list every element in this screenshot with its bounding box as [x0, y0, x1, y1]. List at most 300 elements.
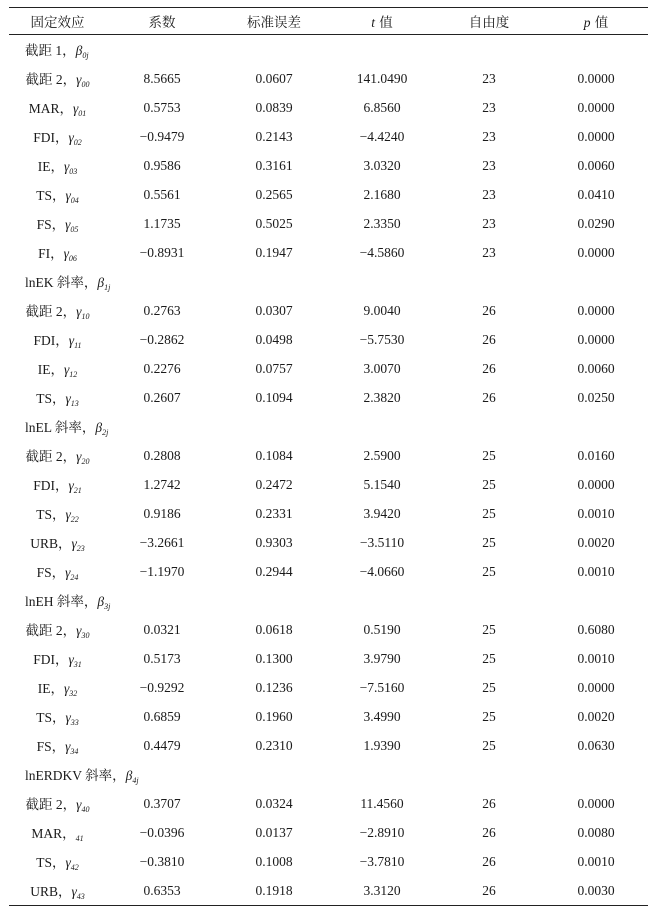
header-standard-error: 标准误差	[218, 8, 330, 35]
std-error-cell: 0.0757	[255, 360, 293, 376]
effect-symbol: γ	[68, 478, 74, 493]
t-value-cell: 141.0490	[356, 70, 408, 86]
df-cell: 23	[482, 157, 496, 173]
std-error-cell: 0.0839	[255, 99, 293, 115]
effect-symbol: γ	[65, 739, 71, 754]
table-row	[9, 528, 648, 557]
t-value-cell: 1.9390	[363, 737, 401, 753]
df-cell: 25	[482, 563, 496, 579]
std-error-cell: 0.2472	[255, 476, 293, 492]
coefficient-cell: −3.2661	[139, 534, 185, 550]
df-cell: 25	[482, 534, 496, 550]
table-row	[9, 644, 648, 673]
t-value-cell: 3.0070	[363, 360, 401, 376]
p-value-cell: 0.0060	[577, 360, 615, 376]
effect-label	[9, 499, 106, 528]
df-cell	[434, 760, 544, 789]
effect-symbol: γ	[71, 536, 77, 551]
p-value-cell	[544, 267, 648, 296]
effect-subscript: 04	[70, 196, 79, 205]
df-cell: 23	[482, 215, 496, 231]
t-value-cell: 2.5900	[363, 447, 401, 463]
effect-name: FDI，	[33, 333, 69, 348]
coefficient-cell: 0.3707	[143, 795, 181, 811]
group-label	[9, 412, 109, 441]
p-value-cell: 0.0250	[577, 389, 615, 405]
table-row	[9, 673, 648, 702]
coefficient-cell: −1.1970	[139, 563, 185, 579]
effect-subscript: 2j	[102, 428, 109, 437]
effect-subscript: 42	[70, 863, 79, 872]
df-cell: 26	[482, 795, 496, 811]
p-value-cell: 0.0630	[577, 737, 615, 753]
p-value-cell: 0.0010	[577, 853, 615, 869]
effect-subscript: 05	[70, 225, 79, 234]
coefficient-cell: 0.6353	[106, 876, 218, 906]
effect-label	[9, 122, 106, 151]
coefficient-cell: 8.5665	[143, 70, 181, 86]
table-row	[9, 325, 648, 354]
std-error-cell: 0.2310	[255, 737, 293, 753]
effect-name: MAR，	[28, 101, 73, 116]
p-value-cell: 0.6080	[577, 621, 615, 637]
effect-name: FS，	[36, 217, 66, 232]
t-value-cell: −4.0660	[359, 563, 405, 579]
effect-symbol: γ	[72, 101, 79, 116]
coefficient-cell: −0.2862	[139, 331, 185, 347]
effect-name: 截距 2，	[25, 797, 77, 812]
table-row	[9, 64, 648, 93]
p-value-cell	[544, 35, 648, 65]
t-value-cell: 0.5190	[363, 621, 401, 637]
df-cell: 25	[482, 737, 496, 753]
t-value-cell: −4.5860	[359, 244, 405, 260]
std-error-cell: 0.1094	[255, 389, 293, 405]
effect-symbol: γ	[76, 304, 82, 319]
std-error-cell: 0.2565	[255, 186, 293, 202]
effect-subscript: 22	[70, 515, 79, 524]
t-value-cell: 3.3120	[330, 876, 434, 906]
table-row	[9, 499, 648, 528]
effect-name: IE，	[37, 362, 64, 377]
effect-subscript: 01	[78, 109, 87, 118]
table-row	[9, 209, 648, 238]
effect-subscript: 34	[70, 747, 79, 756]
effect-label	[9, 151, 106, 180]
effect-name: FS，	[36, 565, 66, 580]
std-error-cell: 0.3161	[255, 157, 293, 173]
df-cell: 26	[482, 389, 496, 405]
p-value-cell: 0.0000	[577, 795, 615, 811]
std-error-cell: 0.0607	[255, 70, 293, 86]
effect-symbol: γ	[68, 333, 75, 348]
effect-subscript: 21	[73, 486, 82, 495]
t-value-cell: 3.0320	[363, 157, 401, 173]
p-value-cell: 0.0080	[577, 824, 615, 840]
effect-name: TS，	[36, 710, 66, 725]
effect-symbol: γ	[76, 797, 82, 812]
coefficient-cell	[106, 412, 218, 441]
effect-symbol: γ	[68, 130, 74, 145]
coefficient-cell: 0.0321	[143, 621, 181, 637]
effect-name: FDI，	[33, 652, 69, 667]
table-row	[9, 702, 648, 731]
coefficient-cell: 0.9186	[143, 505, 181, 521]
coefficient-cell: 0.2607	[143, 389, 181, 405]
std-error-cell: 0.1236	[255, 679, 293, 695]
effect-symbol: γ	[65, 217, 71, 232]
effect-subscript: 30	[81, 631, 90, 640]
effect-symbol: γ	[63, 681, 70, 696]
t-value-cell	[330, 586, 434, 615]
effect-symbol: β	[97, 275, 105, 290]
std-error-cell: 0.1960	[255, 708, 293, 724]
df-cell: 26	[482, 302, 496, 318]
df-cell: 25	[482, 447, 496, 463]
table-row	[9, 731, 648, 760]
t-value-cell: 5.1540	[363, 476, 401, 492]
table-body	[9, 35, 648, 906]
t-value-cell: 2.3350	[363, 215, 401, 231]
t-value-cell: 3.9420	[363, 505, 401, 521]
t-value-cell	[330, 412, 434, 441]
t-value-cell: 2.1680	[363, 186, 401, 202]
effect-name: IE，	[37, 681, 64, 696]
effect-symbol: γ	[65, 855, 71, 870]
table-row	[9, 615, 648, 644]
df-cell: 26	[482, 824, 496, 840]
effect-symbol: γ	[76, 72, 82, 87]
coefficient-cell: −0.0396	[139, 824, 185, 840]
table-row	[9, 470, 648, 499]
header-fixed-effect: 固定效应	[9, 8, 106, 35]
std-error-cell: 0.0137	[255, 824, 293, 840]
df-cell: 23	[482, 186, 496, 202]
effect-label	[9, 731, 106, 760]
header-coefficient: 系数	[106, 8, 218, 35]
effect-label	[9, 673, 106, 702]
table-row	[9, 93, 648, 122]
p-value-cell	[544, 586, 648, 615]
effect-name: FS，	[36, 739, 66, 754]
group-label	[9, 267, 111, 296]
df-cell: 25	[482, 679, 496, 695]
table-row	[9, 383, 648, 412]
effect-subscript: 4j	[132, 776, 139, 785]
effect-label	[9, 644, 106, 673]
p-value-cell	[544, 412, 648, 441]
effect-subscript: 1j	[104, 283, 111, 292]
df-cell: 26	[482, 853, 496, 869]
effect-subscript: 12	[69, 370, 78, 379]
df-cell: 25	[482, 621, 496, 637]
group-header-row	[9, 267, 648, 296]
std-error-cell: 0.0324	[255, 795, 293, 811]
effect-name: lnEK 斜率，	[25, 275, 98, 290]
header-t-value: t 值	[330, 8, 434, 35]
group-header-row	[9, 760, 648, 789]
effect-name: MAR，	[31, 826, 76, 841]
std-error-cell: 0.0618	[255, 621, 293, 637]
effect-subscript: 43	[76, 892, 85, 901]
effect-name: TS，	[36, 507, 66, 522]
effect-symbol: γ	[63, 246, 69, 261]
effect-name: 截距 2，	[25, 72, 77, 87]
std-error-cell: 0.2143	[255, 128, 293, 144]
coefficient-cell: 0.2276	[143, 360, 181, 376]
std-error-cell: 0.1918	[218, 876, 330, 906]
effect-name: FDI，	[33, 478, 69, 493]
effect-name: FI，	[38, 246, 64, 261]
coefficient-cell: 0.5561	[143, 186, 181, 202]
df-cell: 23	[482, 128, 496, 144]
effect-label	[9, 383, 106, 412]
effect-subscript: 11	[74, 341, 82, 350]
effect-subscript: 13	[70, 399, 79, 408]
coefficient-cell	[106, 267, 218, 296]
df-cell: 25	[482, 476, 496, 492]
std-error-cell: 0.5025	[255, 215, 293, 231]
t-value-cell: 3.4990	[363, 708, 401, 724]
effect-name: URB，	[30, 536, 72, 551]
effect-subscript: 02	[73, 138, 82, 147]
effect-label	[9, 296, 106, 325]
p-value-cell: 0.0000	[577, 99, 615, 115]
df-cell	[434, 412, 544, 441]
std-error-cell: 0.2331	[255, 505, 293, 521]
effect-symbol: γ	[65, 391, 71, 406]
effect-subscript: 10	[81, 312, 90, 321]
std-error-cell	[218, 760, 330, 789]
table-row	[9, 296, 648, 325]
effect-label	[9, 64, 106, 93]
std-error-cell	[218, 35, 330, 65]
coefficient-cell: −0.9292	[139, 679, 185, 695]
effect-name: 截距 2，	[25, 449, 77, 464]
std-error-cell	[218, 267, 330, 296]
effect-subscript: 33	[70, 718, 79, 727]
t-value-cell: 6.8560	[363, 99, 401, 115]
effect-label	[9, 528, 106, 557]
effect-label	[9, 354, 106, 383]
effect-symbol: γ	[63, 362, 70, 377]
effect-label	[9, 93, 106, 122]
effect-name: URB，	[30, 884, 72, 899]
coefficient-cell: 0.5173	[143, 650, 181, 666]
effect-symbol: β	[125, 768, 133, 783]
std-error-cell: 0.9303	[255, 534, 293, 550]
coefficient-cell: −0.8931	[139, 244, 185, 260]
df-cell: 26	[434, 876, 544, 906]
coefficient-cell	[106, 35, 218, 65]
t-value-cell: 11.4560	[360, 795, 404, 811]
std-error-cell: 0.2944	[255, 563, 293, 579]
p-value-cell: 0.0000	[577, 331, 615, 347]
effect-symbol: γ	[71, 884, 77, 899]
df-cell: 23	[482, 70, 496, 86]
df-cell	[434, 267, 544, 296]
p-value-cell: 0.0000	[577, 70, 615, 86]
df-cell: 25	[482, 505, 496, 521]
effect-symbol: β	[95, 420, 103, 435]
coefficient-cell: 0.5753	[143, 99, 181, 115]
coefficient-cell	[106, 586, 218, 615]
t-value-cell	[330, 35, 434, 65]
group-header-row	[9, 586, 648, 615]
t-value-cell: −3.5110	[359, 534, 405, 550]
p-value-cell: 0.0000	[577, 679, 615, 695]
effect-label	[9, 557, 106, 586]
p-value-cell: 0.0160	[577, 447, 615, 463]
p-value-cell: 0.0000	[577, 244, 615, 260]
table-row	[9, 876, 648, 906]
effect-subscript: 41	[75, 834, 84, 843]
effect-symbol: γ	[76, 449, 82, 464]
effect-name: TS，	[36, 855, 66, 870]
header-p-value: p 值	[544, 8, 648, 35]
effect-name: lnERDKV 斜率，	[25, 768, 126, 783]
t-value-cell: −3.7810	[359, 853, 405, 869]
effect-symbol: γ	[65, 188, 71, 203]
std-error-cell: 0.1084	[255, 447, 293, 463]
p-value-cell: 0.0000	[577, 302, 615, 318]
effect-symbol: γ	[76, 623, 82, 638]
df-cell: 26	[482, 331, 496, 347]
effect-subscript: 0j	[82, 51, 89, 60]
header-degrees-of-freedom: 自由度	[434, 8, 544, 35]
std-error-cell: 0.0498	[255, 331, 293, 347]
group-header-row	[9, 412, 648, 441]
effect-label	[9, 876, 106, 906]
effect-subscript: 40	[81, 805, 90, 814]
std-error-cell: 0.0307	[255, 302, 293, 318]
effect-symbol: γ	[65, 507, 71, 522]
group-label	[9, 586, 111, 615]
effect-label	[9, 818, 106, 847]
effect-label	[9, 209, 106, 238]
effect-subscript: 24	[70, 573, 79, 582]
std-error-cell	[218, 412, 330, 441]
effect-subscript: 20	[81, 457, 90, 466]
effect-name: TS，	[36, 391, 66, 406]
p-value-cell: 0.0020	[577, 708, 615, 724]
group-label	[9, 35, 106, 65]
effect-label	[9, 325, 106, 354]
table-row	[9, 151, 648, 180]
table-row	[9, 847, 648, 876]
coefficient-cell: 0.9586	[143, 157, 181, 173]
table-row	[9, 557, 648, 586]
coefficient-cell: −0.9479	[139, 128, 185, 144]
effect-subscript: 3j	[104, 602, 111, 611]
effect-subscript: 06	[68, 254, 77, 263]
effect-subscript: 00	[81, 80, 90, 89]
std-error-cell: 0.1300	[255, 650, 293, 666]
t-value-cell: −7.5160	[359, 679, 405, 695]
effect-subscript: 03	[69, 167, 78, 176]
p-value-cell: 0.0010	[577, 563, 615, 579]
effect-label	[9, 470, 106, 499]
effect-name: 截距 1，	[25, 43, 76, 58]
p-value-cell	[544, 760, 648, 789]
t-value-cell: 2.3820	[363, 389, 401, 405]
effect-name: TS，	[36, 188, 66, 203]
fixed-effects-table	[9, 7, 648, 906]
p-value-cell: 0.0290	[577, 215, 615, 231]
coefficient-cell: 1.2742	[143, 476, 181, 492]
p-value-cell: 0.0000	[577, 476, 615, 492]
effect-name: lnEH 斜率，	[25, 594, 98, 609]
group-header-row	[9, 35, 648, 65]
effect-name: 截距 2，	[25, 304, 77, 319]
effect-label	[9, 847, 106, 876]
effect-name: FDI，	[33, 130, 69, 145]
coefficient-cell: 0.2808	[143, 447, 181, 463]
table-row	[9, 441, 648, 470]
df-cell	[434, 35, 544, 65]
df-cell: 25	[482, 650, 496, 666]
effect-symbol: γ	[63, 159, 70, 174]
table-row	[9, 122, 648, 151]
table-row	[9, 238, 648, 267]
coefficient-cell: 0.6859	[143, 708, 181, 724]
effect-name: 截距 2，	[25, 623, 77, 638]
p-value-cell: 0.0000	[577, 128, 615, 144]
table-row	[9, 818, 648, 847]
t-value-cell: −4.4240	[359, 128, 405, 144]
df-cell: 23	[482, 244, 496, 260]
effect-symbol: γ	[65, 710, 71, 725]
effect-label	[9, 702, 106, 731]
coefficient-cell: 1.1735	[143, 215, 181, 231]
effect-symbol: β	[75, 43, 83, 58]
table-row	[9, 789, 648, 818]
t-value-cell	[330, 760, 434, 789]
table-row	[9, 354, 648, 383]
table-header-row	[9, 8, 648, 35]
t-value-cell	[330, 267, 434, 296]
t-value-cell: −2.8910	[359, 824, 405, 840]
coefficient-cell: 0.4479	[143, 737, 181, 753]
df-cell: 25	[482, 708, 496, 724]
effect-subscript: 31	[73, 660, 82, 669]
effect-symbol: γ	[68, 652, 74, 667]
effect-name: lnEL 斜率，	[25, 420, 96, 435]
effect-label	[9, 238, 106, 267]
p-value-cell: 0.0010	[577, 505, 615, 521]
t-value-cell: 9.0040	[363, 302, 401, 318]
std-error-cell: 0.1947	[255, 244, 293, 260]
coefficient-cell: −0.3810	[139, 853, 185, 869]
effect-label	[9, 789, 106, 818]
p-value-cell: 0.0410	[577, 186, 615, 202]
effect-subscript: 23	[76, 544, 85, 553]
t-value-cell: −5.7530	[359, 331, 405, 347]
table-row	[9, 180, 648, 209]
p-value-cell: 0.0030	[544, 876, 648, 906]
p-value-cell: 0.0010	[577, 650, 615, 666]
effect-symbol: γ	[65, 565, 71, 580]
effect-label	[9, 441, 106, 470]
std-error-cell	[218, 586, 330, 615]
effect-symbol: β	[97, 594, 105, 609]
group-label	[9, 760, 139, 789]
df-cell: 23	[482, 99, 496, 115]
effect-label	[9, 615, 106, 644]
df-cell: 26	[482, 360, 496, 376]
effect-subscript: 32	[69, 689, 78, 698]
df-cell	[434, 586, 544, 615]
